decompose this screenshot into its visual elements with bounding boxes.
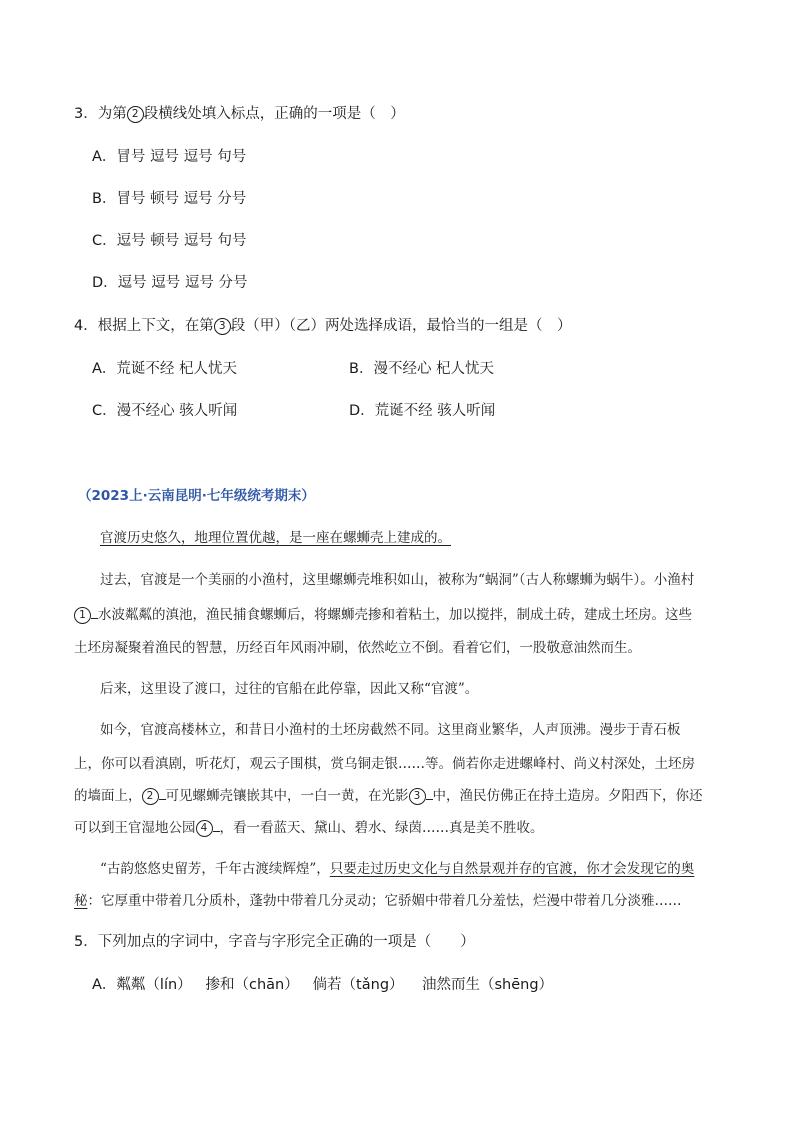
circled-number: 2 (127, 106, 144, 123)
blank-line (426, 787, 433, 800)
question-4-option-c[interactable]: C．漫不经心 骇人听闻 (92, 403, 238, 419)
question-4-option-b[interactable]: B．漫不经心 杞人忧天 (349, 361, 495, 377)
passage-paragraph-4-line-1: 如今，官渡高楼林立，和昔日小渔村的土坯房截然不同。这里商业繁华，人声顶沸。漫步于青石板 (100, 722, 681, 738)
blank-marker-3: 3 (409, 788, 426, 805)
passage-paragraph-2-line-1: 过去，官渡是一个美丽的小渔村，这里螺蛳壳堆积如山，被称为“蜗洞”（古人称螺蛳为蜗牛）。小渔村 (100, 572, 695, 588)
passage-paragraph-3: 后来，这里设了渡口，过往的官船在此停靠，因此又称“官渡”。 (100, 681, 479, 697)
question-3-option-b[interactable]: B．冒号 顿号 逗号 分号 (92, 191, 247, 207)
blank-marker-1: 1 (74, 607, 91, 624)
passage-paragraph-4-line-3: 的墙面上， 2 可见螺蛳壳镶嵌其中，一白一黄，在光影 3 中，渔民仿佛正在持土造房。夕阳西下，你还 (74, 788, 703, 804)
question-5-option-a[interactable]: A．粼粼（lín） 掺和（chān） 倘若（tǎng） 油然而生（shēng） (92, 977, 554, 993)
question-4-option-a[interactable]: A．荒诞不经 杞人忧天 (92, 361, 238, 377)
question-5-stem: 5．下列加点的字词中，字音与字形完全正确的一项是（ ） (74, 934, 475, 950)
blank-marker-2: 2 (142, 788, 159, 805)
passage-paragraph-5-line-1: “古韵悠悠史留芳，千年古渡续辉煌”，只要走过历史文化与自然景观并存的官渡，你才会发现它的奥 (100, 861, 695, 877)
question-3-option-d[interactable]: D．逗号 逗号 逗号 分号 (92, 275, 248, 291)
passage-paragraph-1: 官渡历史悠久，地理位置优越，是一座在螺蛳壳上建成的。 (100, 530, 451, 546)
question-3-option-c[interactable]: C．逗号 顿号 逗号 句号 (92, 233, 247, 249)
blank-line (159, 787, 166, 800)
blank-line (91, 606, 98, 619)
question-3-option-a[interactable]: A．冒号 逗号 逗号 句号 (92, 149, 247, 165)
blank-marker-4: 4 (196, 820, 213, 837)
passage-paragraph-2-line-3: 土坯房凝聚着渔民的智慧，历经百年风雨冲刷，依然屹立不倒。看着它们，一股敬意油然而生。 (74, 640, 641, 656)
blank-line (213, 819, 220, 832)
passage-paragraph-5-line-2: 秘：它厚重中带着几分质朴，蓬勃中带着几分灵动；它骄媚中带着几分羞怯，烂漫中带着几分淡雅…… (74, 893, 682, 909)
circled-number: 3 (214, 318, 231, 335)
source-label: （2023上·云南昆明·七年级统考期末） (78, 488, 315, 504)
passage-paragraph-4-line-4: 可以到王官湿地公园 4 ，看一看蓝天、黛山、碧水、绿茵……真是美不胜收。 (74, 820, 544, 836)
passage-paragraph-2-line-2: 1 水波粼粼的滇池，渔民捕食螺蛳后，将螺蛳壳掺和着粘土，加以搅拌，制成土砖，建成土坯房。这些 (74, 603, 692, 624)
question-4-option-d[interactable]: D．荒诞不经 骇人听闻 (349, 403, 496, 419)
question-4-stem: 4．根据上下文，在第 3 段（甲）（乙）两处选择成语，最恰当的一组是（ ） (74, 318, 572, 334)
question-3-stem: 3．为第 2 段横线处填入标点，正确的一项是（ ） (74, 106, 405, 122)
passage-paragraph-4-line-2: 上，你可以看滇剧，听花灯，观云子围棋，赏乌铜走银……等。倘若你走进螺峰村、尚义村深处，土坯房 (74, 756, 695, 772)
